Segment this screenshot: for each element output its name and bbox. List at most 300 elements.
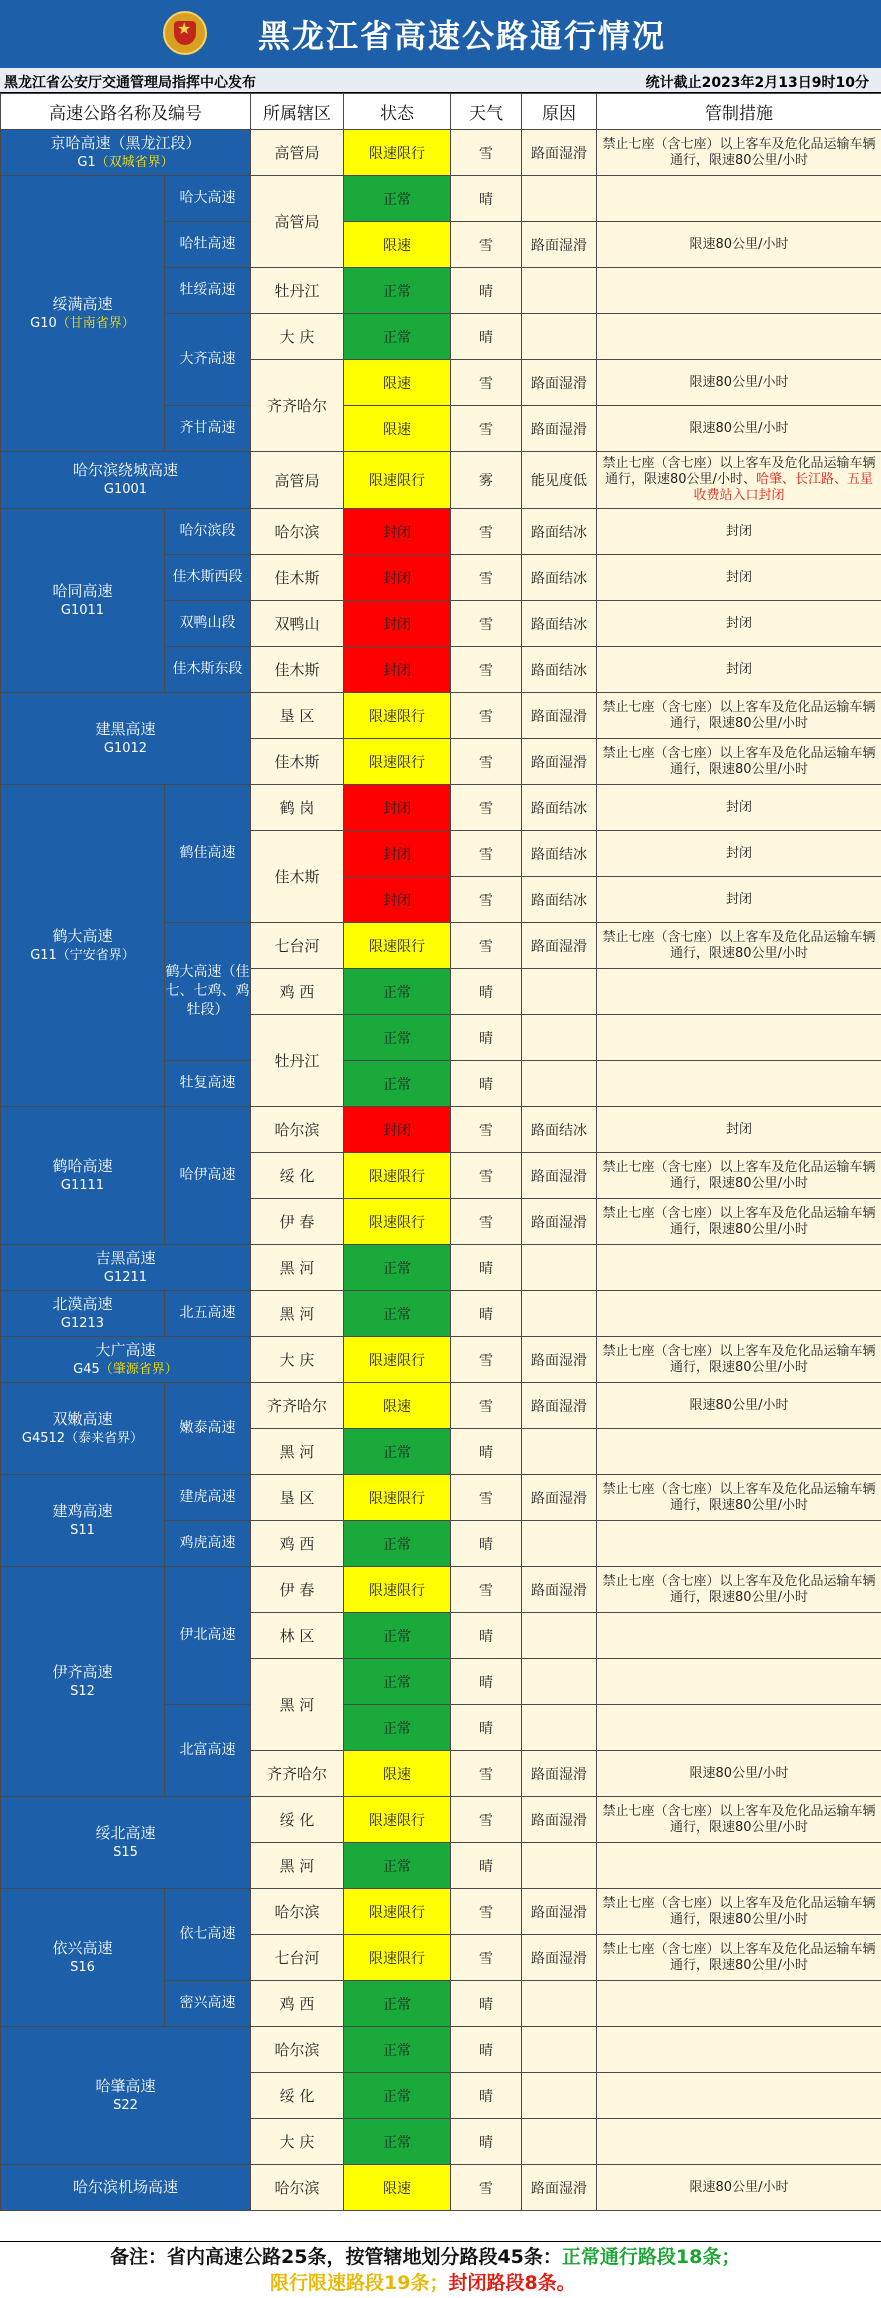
- reason-cell: [522, 1981, 597, 2027]
- road-name: 哈同高速: [1, 582, 164, 601]
- area-cell: 垦 区: [251, 693, 344, 739]
- measure-cell: [597, 2027, 881, 2073]
- measure-cell: [597, 1015, 881, 1061]
- weather-cell: 晴: [451, 268, 522, 314]
- reason-cell: 路面湿滑: [522, 739, 597, 785]
- measure-cell: 禁止七座（含七座）以上客车及危化品运输车辆通行，限速80公里/小时: [597, 1889, 881, 1935]
- status-cell: 正常: [344, 176, 451, 222]
- status-cell: 正常: [344, 1843, 451, 1889]
- area-cell: 绥 化: [251, 1797, 344, 1843]
- area-cell: 牡丹江: [251, 268, 344, 314]
- measure-cell: 封闭: [597, 601, 881, 647]
- weather-cell: 雪: [451, 406, 522, 452]
- measure-cell: 禁止七座（含七座）以上客车及危化品运输车辆通行，限速80公里/小时: [597, 1337, 881, 1383]
- footer-limited-count: 限行限速路段19条；: [270, 2272, 448, 2294]
- road-g1213: [1, 1291, 165, 1337]
- status-cell: 正常: [344, 314, 451, 360]
- road-g1111: [1, 1107, 165, 1245]
- table-row: [1, 452, 881, 509]
- status-cell: 封闭: [344, 555, 451, 601]
- road-s12: [1, 1567, 165, 1797]
- table-row: [1, 1291, 881, 1337]
- status-cell: 正常: [344, 2027, 451, 2073]
- weather-cell: 雪: [451, 1751, 522, 1797]
- road-s15: [1, 1797, 251, 1889]
- status-cell: 正常: [344, 1981, 451, 2027]
- reason-cell: [522, 1015, 597, 1061]
- road-code: G1001: [104, 482, 147, 497]
- measure-cell: [597, 1843, 881, 1889]
- measure-cell: 禁止七座（含七座）以上客车及危化品运输车辆通行，限速80公里/小时: [597, 1475, 881, 1521]
- road-province: （双城省界）: [96, 155, 174, 170]
- reason-cell: [522, 1705, 597, 1751]
- road-code: S15: [113, 1845, 138, 1860]
- reason-cell: [522, 176, 597, 222]
- area-cell: 七台河: [251, 923, 344, 969]
- road-code: G1011: [61, 603, 104, 618]
- police-emblem-icon: [163, 11, 207, 55]
- reason-cell: 路面湿滑: [522, 406, 597, 452]
- weather-cell: 雪: [451, 923, 522, 969]
- road-name: 鹤大高速: [1, 927, 164, 946]
- section-cell: 哈伊高速: [165, 1107, 251, 1245]
- page-header: [0, 0, 881, 68]
- area-cell: 高管局: [251, 176, 344, 268]
- section-cell: 北五高速: [165, 1291, 251, 1337]
- measure-cell: 禁止七座（含七座）以上客车及危化品运输车辆通行，限速80公里/小时: [597, 1935, 881, 1981]
- weather-cell: 晴: [451, 1659, 522, 1705]
- weather-cell: 晴: [451, 2027, 522, 2073]
- section-cell: 双鸭山段: [165, 601, 251, 647]
- weather-cell: 雪: [451, 877, 522, 923]
- weather-cell: 雪: [451, 1153, 522, 1199]
- measure-cell: 禁止七座（含七座）以上客车及危化品运输车辆通行，限速80公里/小时: [597, 739, 881, 785]
- road-code: G1012: [104, 741, 147, 756]
- road-code: G1211: [104, 1270, 147, 1285]
- measure-cell: 限速80公里/小时: [597, 406, 881, 452]
- section-cell: 鹤佳高速: [165, 785, 251, 923]
- reason-cell: 路面湿滑: [522, 1153, 597, 1199]
- table-row: [1, 1475, 881, 1521]
- section-cell: 牡复高速: [165, 1061, 251, 1107]
- section-cell: 建虎高速: [165, 1475, 251, 1521]
- reason-cell: 路面结冰: [522, 1107, 597, 1153]
- measure-cell: 封闭: [597, 647, 881, 693]
- weather-cell: 晴: [451, 1245, 522, 1291]
- weather-cell: 晴: [451, 2119, 522, 2165]
- section-cell: 北富高速: [165, 1705, 251, 1797]
- road-name: 建鸡高速: [1, 1502, 164, 1521]
- col-header-reason: 原因: [522, 94, 597, 130]
- reason-cell: 路面湿滑: [522, 2165, 597, 2211]
- measure-cell: 限速80公里/小时: [597, 1383, 881, 1429]
- section-cell: 依七高速: [165, 1889, 251, 1981]
- reason-cell: [522, 314, 597, 360]
- road-name: 伊齐高速: [1, 1663, 164, 1682]
- status-cell: 正常: [344, 2073, 451, 2119]
- measure-cell: 禁止七座（含七座）以上客车及危化品运输车辆通行，限速80公里/小时: [597, 693, 881, 739]
- area-cell: 哈尔滨: [251, 1889, 344, 1935]
- reason-cell: 路面湿滑: [522, 222, 597, 268]
- status-cell: 封闭: [344, 877, 451, 923]
- road-name: 哈肇高速: [1, 2077, 250, 2096]
- measure-cell: 禁止七座（含七座）以上客车及危化品运输车辆通行，限速80公里/小时: [597, 1153, 881, 1199]
- reason-cell: 路面结冰: [522, 555, 597, 601]
- col-header-road: 高速公路名称及编号: [1, 94, 251, 130]
- weather-cell: 雪: [451, 1797, 522, 1843]
- area-cell: 黑 河: [251, 1245, 344, 1291]
- reason-cell: 路面湿滑: [522, 1935, 597, 1981]
- road-name: 绥北高速: [1, 1824, 250, 1843]
- area-cell: 鸡 西: [251, 1981, 344, 2027]
- area-cell: 黑 河: [251, 1659, 344, 1751]
- area-cell: 大 庆: [251, 1337, 344, 1383]
- road-s16: [1, 1889, 165, 2027]
- road-g1001: [1, 452, 251, 509]
- road-g10: [1, 176, 165, 452]
- weather-cell: 雪: [451, 2165, 522, 2211]
- reason-cell: 路面湿滑: [522, 1337, 597, 1383]
- reason-cell: 路面结冰: [522, 785, 597, 831]
- weather-cell: 雪: [451, 130, 522, 176]
- area-cell: 鸡 西: [251, 969, 344, 1015]
- weather-cell: 雪: [451, 831, 522, 877]
- table-row: [1, 1245, 881, 1291]
- road-name: 吉黑高速: [1, 1249, 250, 1268]
- reason-cell: 能见度低: [522, 452, 597, 509]
- reason-cell: 路面湿滑: [522, 1475, 597, 1521]
- col-header-measure: 管制措施: [597, 94, 881, 130]
- section-cell: 鸡虎高速: [165, 1521, 251, 1567]
- reason-cell: [522, 1843, 597, 1889]
- reason-cell: 路面湿滑: [522, 1751, 597, 1797]
- measure-cell: 禁止七座（含七座）以上客车及危化品运输车辆通行，限速80公里/小时: [597, 130, 881, 176]
- table-row: [1, 1797, 881, 1843]
- area-cell: 佳木斯: [251, 739, 344, 785]
- footer-note: [0, 2241, 881, 2298]
- footer-prefix: 备注：省内高速公路25条，按管辖地划分路段45条：: [110, 2246, 562, 2268]
- road-code: S11: [70, 1523, 95, 1538]
- status-cell: 限速限行: [344, 1889, 451, 1935]
- area-cell: 鸡 西: [251, 1521, 344, 1567]
- status-cell: 封闭: [344, 647, 451, 693]
- reason-cell: 路面结冰: [522, 647, 597, 693]
- road-code: G1111: [61, 1178, 104, 1193]
- road-g1211: [1, 1245, 251, 1291]
- status-cell: 正常: [344, 1291, 451, 1337]
- reason-cell: [522, 1245, 597, 1291]
- status-cell: 封闭: [344, 601, 451, 647]
- weather-cell: 晴: [451, 1705, 522, 1751]
- weather-cell: 雪: [451, 360, 522, 406]
- table-row: [1, 176, 881, 222]
- reason-cell: 路面湿滑: [522, 923, 597, 969]
- status-cell: 限速限行: [344, 1475, 451, 1521]
- road-g45: [1, 1337, 251, 1383]
- area-cell: 佳木斯: [251, 555, 344, 601]
- reason-cell: 路面湿滑: [522, 1567, 597, 1613]
- table-row: [1, 130, 881, 176]
- publish-info-bar: [0, 68, 881, 93]
- weather-cell: 晴: [451, 1061, 522, 1107]
- status-cell: 正常: [344, 1429, 451, 1475]
- road-code: G10: [30, 316, 57, 331]
- area-cell: 哈尔滨: [251, 2027, 344, 2073]
- table-row: [1, 1889, 881, 1935]
- status-cell: 限速: [344, 1751, 451, 1797]
- measure-cell: 限速80公里/小时: [597, 2165, 881, 2211]
- table-row: [1, 693, 881, 739]
- weather-cell: 雪: [451, 1199, 522, 1245]
- road-name: 北漠高速: [1, 1295, 164, 1314]
- road-name: 鹤哈高速: [1, 1157, 164, 1176]
- measure-cell: [597, 1981, 881, 2027]
- table-row: [1, 1337, 881, 1383]
- weather-cell: 雪: [451, 785, 522, 831]
- reason-cell: [522, 2027, 597, 2073]
- weather-cell: 晴: [451, 1843, 522, 1889]
- section-cell: 佳木斯东段: [165, 647, 251, 693]
- status-cell: 正常: [344, 1705, 451, 1751]
- timestamp-text: 统计截止2023年2月13日9时10分: [646, 72, 869, 92]
- weather-cell: 雪: [451, 693, 522, 739]
- reason-cell: [522, 1429, 597, 1475]
- road-name: 大广高速: [1, 1341, 250, 1360]
- reason-cell: 路面湿滑: [522, 1797, 597, 1843]
- reason-cell: [522, 1659, 597, 1705]
- area-cell: 垦 区: [251, 1475, 344, 1521]
- road-code: S12: [70, 1684, 95, 1699]
- road-g1012: [1, 693, 251, 785]
- table-row: [1, 1383, 881, 1429]
- area-cell: 绥 化: [251, 2073, 344, 2119]
- status-cell: 限速限行: [344, 923, 451, 969]
- road-province: （甘南省界）: [57, 316, 135, 331]
- measure-text: 禁止七座（含七座）以上客车及危化品运输车辆通行，限速80公里/小时、: [602, 456, 875, 487]
- weather-cell: 晴: [451, 969, 522, 1015]
- road-code: G1: [77, 155, 95, 170]
- reason-cell: [522, 1613, 597, 1659]
- measure-cell: [597, 1245, 881, 1291]
- status-cell: 限速限行: [344, 452, 451, 509]
- section-cell: 哈大高速: [165, 176, 251, 222]
- weather-cell: 雪: [451, 555, 522, 601]
- status-cell: 限速: [344, 360, 451, 406]
- area-cell: 哈尔滨: [251, 509, 344, 555]
- road-airport: [1, 2165, 251, 2211]
- reason-cell: [522, 268, 597, 314]
- reason-cell: 路面湿滑: [522, 130, 597, 176]
- measure-cell: [597, 1613, 881, 1659]
- road-code: G11（宁安省界）: [30, 948, 135, 963]
- section-cell: 齐甘高速: [165, 406, 251, 452]
- reason-cell: 路面湿滑: [522, 360, 597, 406]
- measure-cell: [597, 969, 881, 1015]
- status-cell: 限速限行: [344, 1797, 451, 1843]
- road-code: G45: [73, 1362, 100, 1377]
- measure-cell: [597, 1291, 881, 1337]
- section-cell: 牡绥高速: [165, 268, 251, 314]
- status-cell: 限速限行: [344, 693, 451, 739]
- table-row: [1, 1107, 881, 1153]
- weather-cell: 雪: [451, 1567, 522, 1613]
- col-header-status: 状态: [344, 94, 451, 130]
- status-cell: 限速限行: [344, 130, 451, 176]
- section-cell: 大齐高速: [165, 314, 251, 406]
- measure-cell: [597, 1061, 881, 1107]
- reason-cell: [522, 1521, 597, 1567]
- measure-cell: [597, 314, 881, 360]
- road-g1011: [1, 509, 165, 693]
- measure-cell: [597, 2119, 881, 2165]
- status-cell: 正常: [344, 1659, 451, 1705]
- road-name: 哈尔滨机场高速: [1, 2178, 250, 2197]
- status-cell: 正常: [344, 268, 451, 314]
- status-cell: 封闭: [344, 509, 451, 555]
- area-cell: 大 庆: [251, 2119, 344, 2165]
- road-name: 哈尔滨绕城高速: [1, 461, 250, 480]
- area-cell: 高管局: [251, 130, 344, 176]
- weather-cell: 雪: [451, 1337, 522, 1383]
- area-cell: 七台河: [251, 1935, 344, 1981]
- weather-cell: 雪: [451, 509, 522, 555]
- road-g11: [1, 785, 165, 1107]
- table-row: [1, 1567, 881, 1613]
- table-row: [1, 2165, 881, 2211]
- weather-cell: 雪: [451, 1383, 522, 1429]
- weather-cell: 晴: [451, 1015, 522, 1061]
- weather-cell: 晴: [451, 1521, 522, 1567]
- section-cell: 嫩泰高速: [165, 1383, 251, 1475]
- status-cell: 限速: [344, 1383, 451, 1429]
- measure-cell: 限速80公里/小时: [597, 360, 881, 406]
- status-cell: 封闭: [344, 785, 451, 831]
- table-row: [1, 509, 881, 555]
- col-header-area: 所属辖区: [251, 94, 344, 130]
- weather-cell: 雪: [451, 601, 522, 647]
- page-title: 黑龙江省高速公路通行情况: [258, 11, 666, 57]
- area-cell: 齐齐哈尔: [251, 1383, 344, 1429]
- status-cell: 限速: [344, 406, 451, 452]
- measure-cell: [597, 1429, 881, 1475]
- measure-cell: [597, 176, 881, 222]
- reason-cell: 路面结冰: [522, 601, 597, 647]
- reason-cell: 路面湿滑: [522, 1889, 597, 1935]
- publisher-text: 黑龙江省公安厅交通管理局指挥中心发布: [4, 72, 256, 92]
- measure-cell: 禁止七座（含七座）以上客车及危化品运输车辆通行，限速80公里/小时: [597, 1567, 881, 1613]
- area-cell: 佳木斯: [251, 647, 344, 693]
- reason-cell: [522, 1291, 597, 1337]
- road-name: 双嫩高速: [1, 1410, 164, 1429]
- footer-closed-count: 封闭路段8条。: [448, 2272, 575, 2294]
- status-cell: 正常: [344, 1613, 451, 1659]
- area-cell: 齐齐哈尔: [251, 360, 344, 452]
- measure-cell: 封闭: [597, 555, 881, 601]
- status-cell: 限速限行: [344, 1567, 451, 1613]
- road-code: G4512（泰来省界）: [22, 1431, 143, 1446]
- area-cell: 哈尔滨: [251, 1107, 344, 1153]
- weather-cell: 雪: [451, 1107, 522, 1153]
- road-name: 建黑高速: [1, 720, 250, 739]
- area-cell: 双鸭山: [251, 601, 344, 647]
- footer-normal-count: 正常通行路段18条；: [562, 2246, 740, 2268]
- status-cell: 限速限行: [344, 739, 451, 785]
- road-s11: [1, 1475, 165, 1567]
- highway-status-table: [0, 93, 881, 2211]
- road-g4512: [1, 1383, 165, 1475]
- measure-cell: 禁止七座（含七座）以上客车及危化品运输车辆通行，限速80公里/小时: [597, 1797, 881, 1843]
- area-cell: 伊 春: [251, 1567, 344, 1613]
- weather-cell: 雪: [451, 222, 522, 268]
- area-cell: 林 区: [251, 1613, 344, 1659]
- road-code: S16: [70, 1960, 95, 1975]
- reason-cell: 路面结冰: [522, 509, 597, 555]
- road-province: （肇源省界）: [100, 1362, 178, 1377]
- status-cell: 限速限行: [344, 1935, 451, 1981]
- reason-cell: 路面结冰: [522, 877, 597, 923]
- reason-cell: [522, 1061, 597, 1107]
- section-cell: 密兴高速: [165, 1981, 251, 2027]
- weather-cell: 雪: [451, 1475, 522, 1521]
- measure-cell: 禁止七座（含七座）以上客车及危化品运输车辆通行，限速80公里/小时: [597, 923, 881, 969]
- area-cell: 黑 河: [251, 1429, 344, 1475]
- status-cell: 正常: [344, 1245, 451, 1291]
- measure-cell: [597, 1705, 881, 1751]
- area-cell: 黑 河: [251, 1291, 344, 1337]
- road-code: S22: [113, 2098, 138, 2113]
- measure-cell: [597, 1659, 881, 1705]
- reason-cell: 路面湿滑: [522, 693, 597, 739]
- road-name: 绥满高速: [1, 295, 164, 314]
- road-name: 依兴高速: [1, 1939, 164, 1958]
- reason-cell: 路面湿滑: [522, 1199, 597, 1245]
- area-cell: 牡丹江: [251, 1015, 344, 1107]
- weather-cell: 晴: [451, 176, 522, 222]
- weather-cell: 晴: [451, 2073, 522, 2119]
- road-g1: [1, 130, 251, 176]
- measure-cell: [597, 268, 881, 314]
- measure-cell: 限速80公里/小时: [597, 1751, 881, 1797]
- measure-cell: [597, 2073, 881, 2119]
- road-name: 京哈高速（黑龙江段）: [1, 134, 250, 153]
- reason-cell: [522, 969, 597, 1015]
- weather-cell: 晴: [451, 314, 522, 360]
- weather-cell: 雪: [451, 1889, 522, 1935]
- weather-cell: 晴: [451, 1981, 522, 2027]
- measure-cell: 限速80公里/小时: [597, 222, 881, 268]
- table-row: [1, 785, 881, 831]
- measure-cell: 封闭: [597, 1107, 881, 1153]
- status-cell: 正常: [344, 1015, 451, 1061]
- status-cell: 封闭: [344, 831, 451, 877]
- area-cell: 黑 河: [251, 1843, 344, 1889]
- status-cell: 封闭: [344, 1107, 451, 1153]
- weather-cell: 雪: [451, 1935, 522, 1981]
- measure-cell: 封闭: [597, 509, 881, 555]
- measure-cell: 封闭: [597, 831, 881, 877]
- area-cell: 绥 化: [251, 1153, 344, 1199]
- weather-cell: 晴: [451, 1291, 522, 1337]
- section-cell: 鹤大高速（佳七、七鸡、鸡牡段）: [165, 923, 251, 1061]
- area-cell: 齐齐哈尔: [251, 1751, 344, 1797]
- status-cell: 限速: [344, 222, 451, 268]
- measure-cell: 封闭: [597, 877, 881, 923]
- status-cell: 限速: [344, 2165, 451, 2211]
- section-cell: 哈尔滨段: [165, 509, 251, 555]
- measure-cell: [597, 1521, 881, 1567]
- weather-cell: 雪: [451, 647, 522, 693]
- status-cell: 正常: [344, 1061, 451, 1107]
